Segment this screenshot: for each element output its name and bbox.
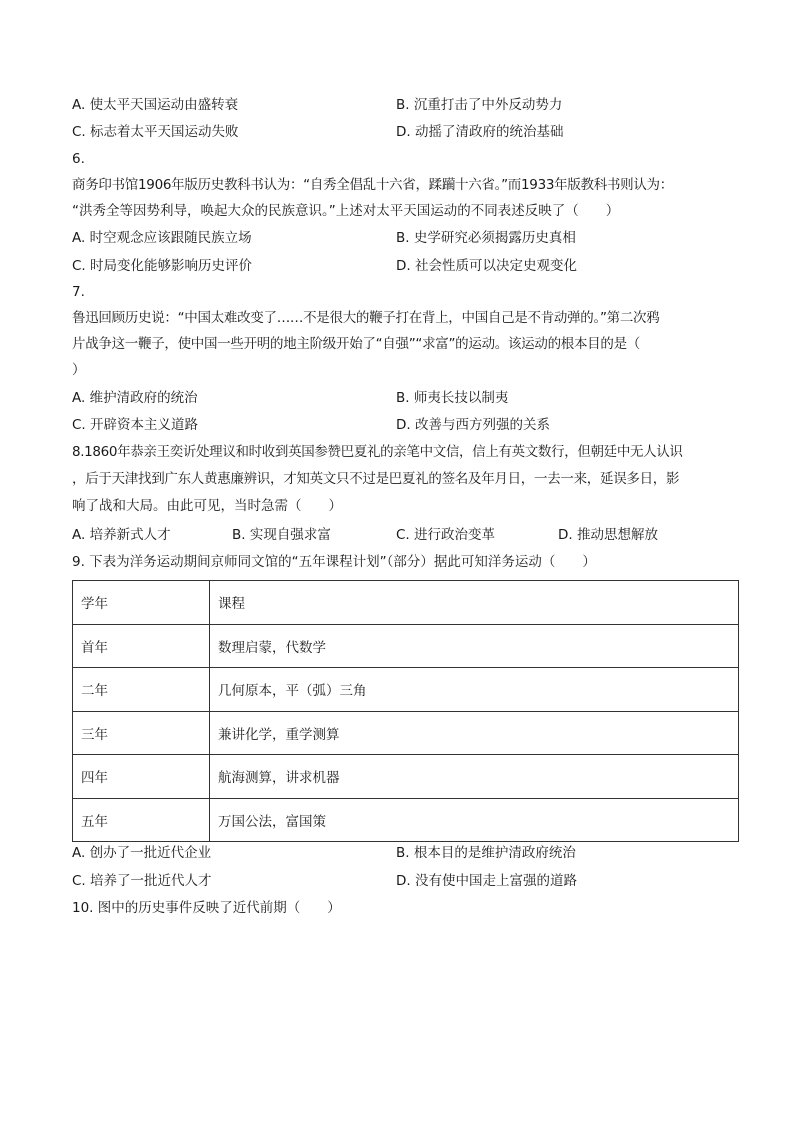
q9-options-row-1	[72, 843, 732, 863]
q7-options-row-2	[72, 415, 732, 435]
table-cell-course: 几何原本，平（弧）三角	[210, 668, 739, 712]
table-cell-year: 二年	[73, 668, 210, 712]
table-cell-year: 五年	[73, 798, 210, 842]
table-cell-course: 兼讲化学，重学测算	[210, 711, 739, 755]
q6-option-a[interactable]: A. 时空观念应该跟随民族立场	[72, 230, 252, 246]
q5-option-d[interactable]: D. 动摇了清政府的统治基础	[396, 124, 564, 140]
course-plan-table	[72, 580, 739, 842]
q7-option-b[interactable]: B. 师夷长技以制夷	[396, 390, 509, 406]
table-header-year: 学年	[73, 581, 210, 625]
table-header-row	[73, 581, 739, 625]
q5-option-b[interactable]: B. 沉重打击了中外反动势力	[396, 97, 563, 113]
q8-option-b[interactable]: B. 实现自强求富	[232, 527, 331, 543]
table-cell-year: 首年	[73, 624, 210, 668]
q6-options-row-1	[72, 228, 732, 248]
q8-option-a[interactable]: A. 培养新式人才	[72, 527, 171, 543]
table-row	[73, 798, 739, 842]
q6-stem-line-1: 商务印书馆1906年版历史教科书认为：“自秀全倡乱十六省，蹂躏十六省。”而1933年版教科书则认为：	[72, 177, 673, 193]
table-row	[73, 624, 739, 668]
q6-option-d[interactable]: D. 社会性质可以决定史观变化	[396, 258, 577, 274]
q8-option-d[interactable]: D. 推动思想解放	[558, 527, 658, 543]
q9-option-d[interactable]: D. 没有使中国走上富强的道路	[396, 873, 577, 889]
q7-stem-line-3: ）	[72, 362, 86, 378]
q7-stem-line-2: 片战争这一鞭子，使中国一些开明的地主阶级开始了“自强”“求富”的运动。该运动的根本目的是（	[72, 336, 640, 352]
q5-option-c[interactable]: C. 标志着太平天国运动失败	[72, 124, 239, 140]
q5-options-row-2	[72, 122, 732, 142]
q9-option-a[interactable]: A. 创办了一批近代企业	[72, 845, 212, 861]
table-cell-course: 航海测算，讲求机器	[210, 755, 739, 799]
q7-option-c[interactable]: C. 开辟资本主义道路	[72, 417, 199, 433]
table-header-course: 课程	[210, 581, 739, 625]
table-row	[73, 668, 739, 712]
table-cell-year: 四年	[73, 755, 210, 799]
q8-options-row	[72, 525, 732, 545]
q7-number: 7.	[72, 284, 85, 300]
q6-options-row-2	[72, 256, 732, 276]
q8-stem-line-1: 8.1860年恭亲王奕䜣处理议和时收到英国参赞巴夏礼的亲笔中文信，信上有英文数行，但朝廷中无人认识	[72, 444, 683, 460]
q9-option-b[interactable]: B. 根本目的是维护清政府统治	[396, 845, 576, 861]
q6-option-b[interactable]: B. 史学研究必须揭露历史真相	[396, 230, 576, 246]
table-row	[73, 711, 739, 755]
table-cell-course: 数理启蒙，代数学	[210, 624, 739, 668]
table-cell-year: 三年	[73, 711, 210, 755]
q9-options-row-2	[72, 871, 732, 891]
q8-stem-line-2: ，后于天津找到广东人黄惠廉辨识，才知英文只不过是巴夏礼的签名及年月日，一去一来，延误多日，影	[72, 471, 680, 487]
table-row	[73, 755, 739, 799]
q7-option-d[interactable]: D. 改善与西方列强的关系	[396, 417, 550, 433]
q8-option-c[interactable]: C. 进行政治变革	[396, 527, 496, 543]
q8-stem-line-3: 响了战和大局。由此可见，当时急需（ ）	[72, 498, 342, 514]
table-cell-course: 万国公法，富国策	[210, 798, 739, 842]
q7-stem-line-1: 鲁迅回顾历史说：“中国太难改变了……不是很大的鞭子打在背上，中国自己是不肯动弹的。”第二次鸦	[72, 310, 660, 326]
q7-options-row-1	[72, 388, 732, 408]
q5-option-a[interactable]: A. 使太平天国运动由盛转衰	[72, 97, 239, 113]
q7-option-a[interactable]: A. 维护清政府的统治	[72, 390, 198, 406]
q9-option-c[interactable]: C. 培养了一批近代人才	[72, 873, 212, 889]
q9-stem: 9. 下表为洋务运动期间京师同文馆的“五年课程计划”（部分）据此可知洋务运动（ ）	[72, 554, 596, 570]
q6-option-c[interactable]: C. 时局变化能够影响历史评价	[72, 258, 253, 274]
q5-options-row-1	[72, 95, 732, 115]
q6-number: 6.	[72, 151, 85, 167]
q10-stem: 10. 图中的历史事件反映了近代前期（ ）	[72, 900, 341, 916]
q6-stem-line-2: “洪秀全等因势利导，唤起大众的民族意识。”上述对太平天国运动的不同表述反映了（ ）	[72, 203, 620, 219]
